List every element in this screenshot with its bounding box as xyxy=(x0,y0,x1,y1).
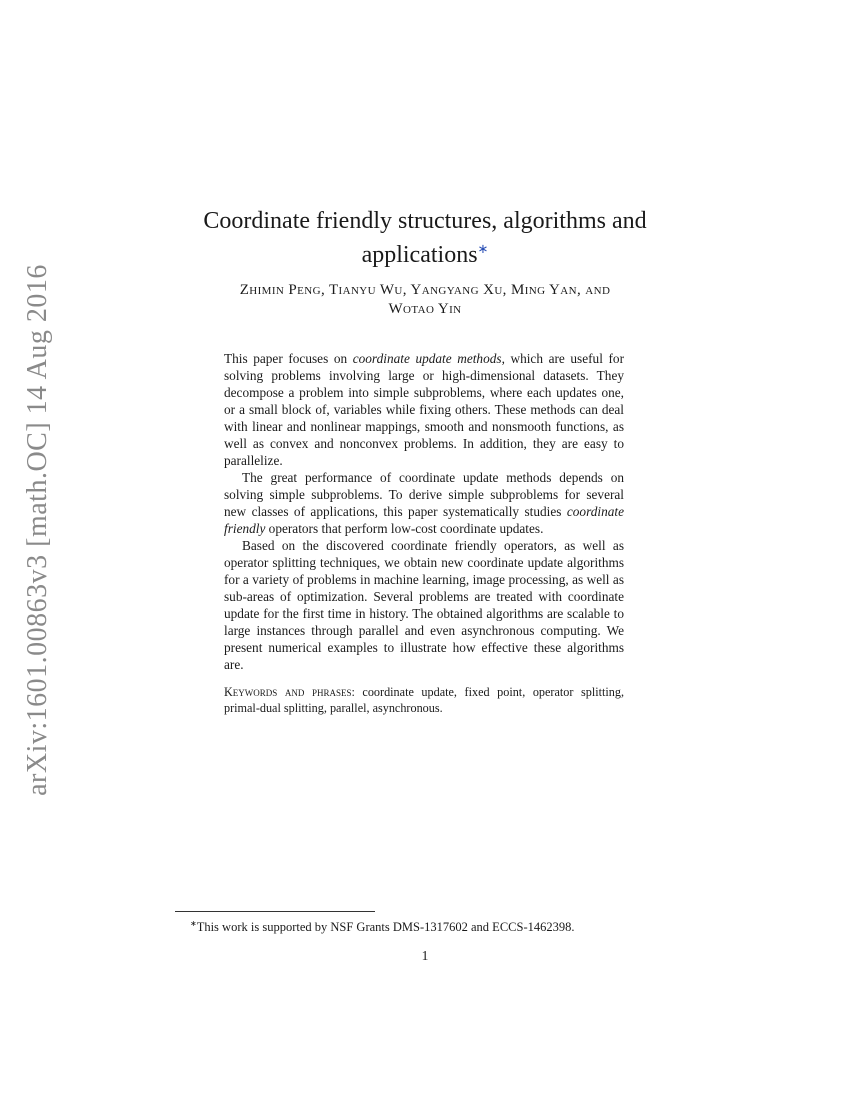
abstract-paragraph-3: Based on the discovered coordinate friendly operators, as well as operator splitting techniques, we obtain new coordinate update algorithms for a variety of problems in machine learning, image processing, as well as sub-areas of optimization. Several problems are treated with coordinate update for the first time in history. The obtained algorithms are scalable to large instances through parallel and even asynchronous computing. We present numerical examples to illustrate how effective these algorithms are. xyxy=(224,538,624,672)
footnote-divider xyxy=(175,911,375,912)
abstract xyxy=(224,350,624,716)
abstract-p2-end: operators that perform low-cost coordinate updates. xyxy=(265,521,544,536)
authors-line-1: Zhimin Peng, Tianyu Wu, Yangyang Xu, Ming Yan, and xyxy=(239,282,611,298)
keywords-text: : coordinate update, fixed point, operator splitting, primal-dual splitting, parallel, asynchronous. xyxy=(224,685,624,715)
abstract-p1-emphasis: coordinate update methods xyxy=(352,351,502,366)
arxiv-identifier-stamp: arXiv:1601.00863v3 [math.OC] 14 Aug 2016 xyxy=(22,264,53,796)
footnote xyxy=(190,916,575,935)
paper-title xyxy=(175,207,675,269)
title-line-2 xyxy=(175,235,675,269)
title-line-1: Coordinate friendly structures, algorithms and xyxy=(203,208,647,234)
abstract-p2-emphasis: coordinate friendly xyxy=(224,504,624,536)
abstract-paragraph-1 xyxy=(224,350,624,469)
author-list xyxy=(180,281,670,319)
authors-line-2: Wotao Yin xyxy=(388,301,462,317)
abstract-p2-start: The great performance of coordinate update methods depends on solving simple subproblems. To derive simple subproblems for several new classes of applications, this paper systematically studies xyxy=(224,470,624,519)
keywords-label: Keywords and phrases xyxy=(224,685,352,699)
keywords xyxy=(224,684,624,716)
title-line-2-text: applications xyxy=(361,242,478,268)
abstract-p1-end: , which are useful for solving problems involving large or high-dimensional datasets. They decompose a problem into simple subproblems, where each updates one, or a small block of, variables while fixing others. These methods can deal with linear and nonlinear mappings, smooth and nonsmooth functions, as well as convex and nonconvex problems. In addition, they are easy to parallelize. xyxy=(224,351,624,468)
page-number: 1 xyxy=(421,948,429,963)
abstract-paragraph-2 xyxy=(224,469,624,537)
footnote-mark: ∗ xyxy=(190,919,197,928)
abstract-p1-start: This paper focuses on xyxy=(224,351,353,366)
footnote-text: This work is supported by NSF Grants DMS-1317602 and ECCS-1462398. xyxy=(196,920,575,934)
title-footnote-mark[interactable]: ∗ xyxy=(477,241,489,256)
